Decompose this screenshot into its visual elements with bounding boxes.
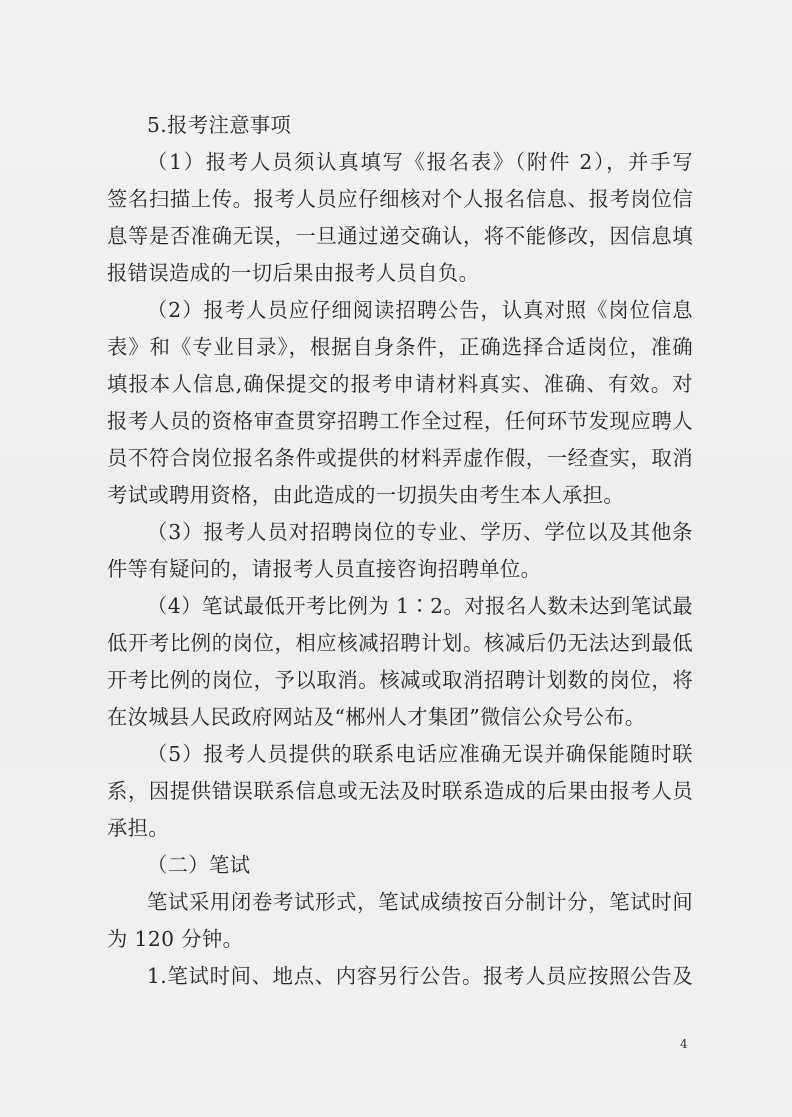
text-line: 开考比例的岗位，予以取消。核减或取消招聘计划数的岗位，将 [107,668,693,692]
text-line: 息等是否准确无误，一旦通过递交确认，将不能修改，因信息填 [107,224,693,248]
text-line: 1.笔试时间、地点、内容另行公告。报考人员应按照公告及 [147,964,693,988]
text-line: 笔试采用闭卷考试形式，笔试成绩按百分制计分，笔试时间 [147,890,693,914]
text-line: 承担。 [107,816,170,840]
body-text [107,107,693,995]
text-line: （5）报考人员提供的联系电话应准确无误并确保能随时联 [147,742,693,766]
text-line: 员不符合岗位报名条件或提供的材料弄虚作假，一经查实，取消 [107,446,693,470]
section-heading: 5.报考注意事项 [147,113,292,137]
text-line: （4）笔试最低开考比例为 1∶2。对报名人数未达到笔试最 [147,594,693,618]
text-line: （2）报考人员应仔细阅读招聘公告，认真对照《岗位信息 [147,298,693,322]
text-line: 报错误造成的一切后果由报考人员自负。 [107,261,480,285]
text-line: 填报本人信息,确保提交的报考申请材料真实、准确、有效。对 [107,372,693,396]
text-line: 签名扫描上传。报考人员应仔细核对个人报名信息、报考岗位信 [107,187,693,211]
text-line: 系，因提供错误联系信息或无法及时联系造成的后果由报考人员 [107,779,693,803]
text-line: 表》和《专业目录》，根据自身条件，正确选择合适岗位，准确 [107,335,693,359]
text-line: 为 120 分钟。 [107,927,244,951]
section-heading: （二）笔试 [147,853,251,877]
text-line: 低开考比例的岗位，相应核减招聘计划。核减后仍无法达到最低 [107,631,693,655]
text-line: 考试或聘用资格，由此造成的一切损失由考生本人承担。 [107,483,625,507]
text-line: （1）报考人员须认真填写《报名表》（附件 2），并手写 [147,150,693,174]
page-number: 4 [680,1037,688,1051]
text-line: （3）报考人员对招聘岗位的专业、学历、学位以及其他条 [147,520,693,544]
text-line: 在汝城县人民政府网站及“郴州人才集团”微信公众号公布。 [107,705,646,729]
text-line: 件等有疑问的，请报考人员直接咨询招聘单位。 [107,557,542,581]
text-line: 报考人员的资格审查贯穿招聘工作全过程，任何环节发现应聘人 [107,409,693,433]
